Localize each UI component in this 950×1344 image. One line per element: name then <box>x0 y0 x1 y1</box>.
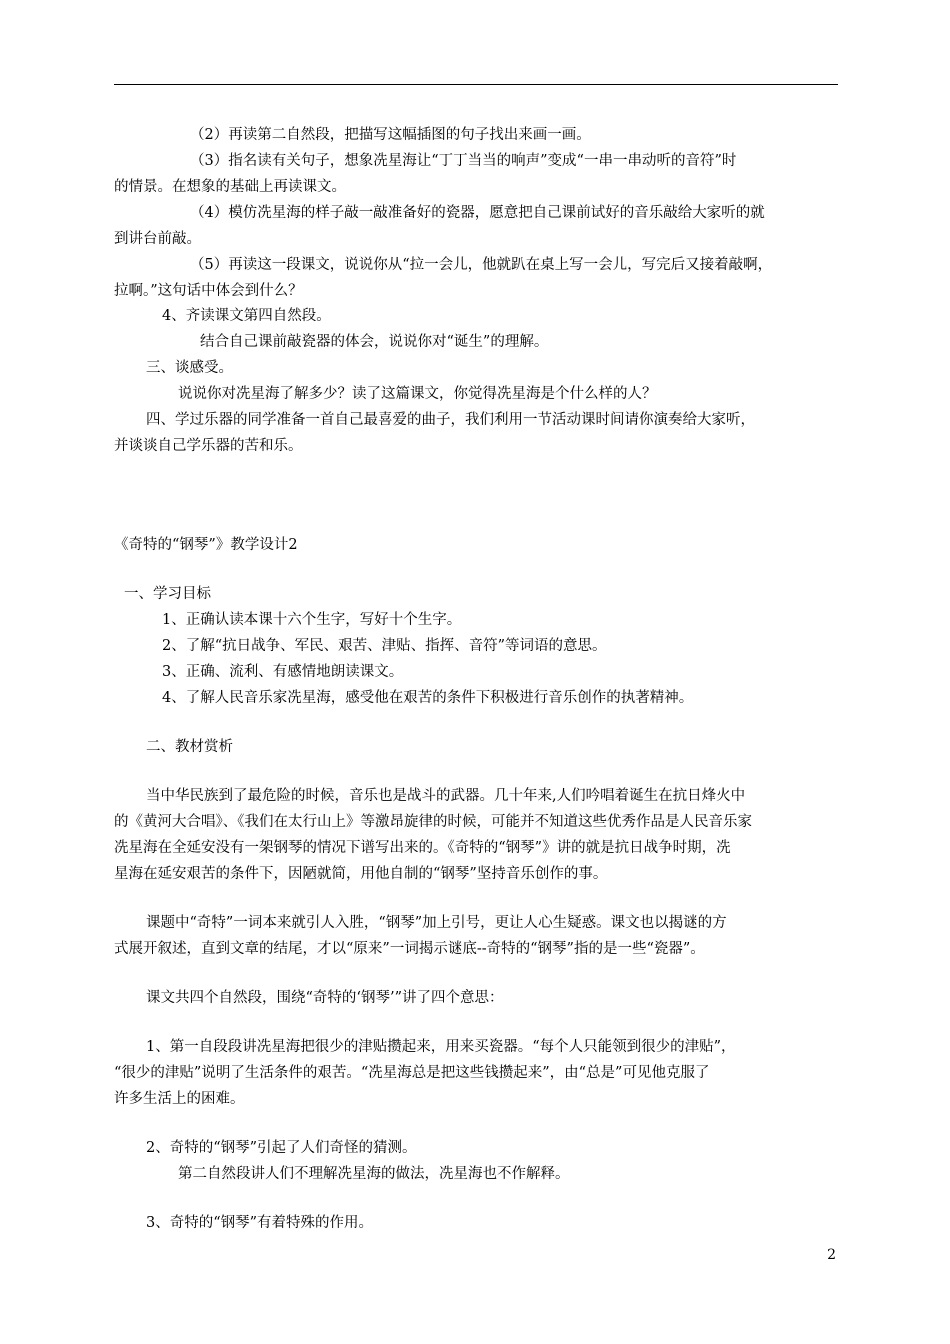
text-line: 2、了解“抗日战争、军民、艰苦、津贴、指挥、音符”等词语的意思。 <box>162 638 607 654</box>
header-rule <box>114 84 838 85</box>
text-line: 说说你对冼星海了解多少？读了这篇课文，你觉得冼星海是个什么样的人？ <box>178 386 657 402</box>
text-line: 课题中“奇特”一词本来就引人入胜，“钢琴”加上引号，更让人心生疑惑。课文也以揭谜的方 <box>146 915 727 931</box>
section-title: 《奇特的“钢琴”》教学设计2 <box>114 537 298 553</box>
text-line: 课文共四个自然段，围绕“奇特的‘钢琴’”讲了四个意思： <box>146 990 504 1006</box>
text-line: 3、奇特的“钢琴”有着特殊的作用。 <box>146 1215 374 1231</box>
text-line: 1、正确认读本课十六个生字，写好十个生字。 <box>162 612 462 628</box>
text-line: 的情景。在想象的基础上再读课文。 <box>114 179 346 195</box>
text-line: （5）再读这一段课文，说说你从“拉一会儿，他就趴在桌上写一会儿，写完后又接着敲啊， <box>190 257 773 273</box>
text-line: 当中华民族到了最危险的时候，音乐也是战斗的武器。几十年来,人们吟唱着诞生在抗日烽火中 <box>146 788 746 804</box>
text-line: 拉啊。”这句话中体会到什么？ <box>114 283 303 299</box>
page-number: 2 <box>827 1247 836 1263</box>
text-line: 3、正确、流利、有感情地朗读课文。 <box>162 664 404 680</box>
text-line: 到讲台前敲。 <box>114 231 201 247</box>
text-line: 的《黄河大合唱》、《我们在太行山上》等激昂旋律的时候，可能并不知道这些优秀作品是人民音乐家 <box>114 814 752 830</box>
text-line: （2）再读第二自然段，把描写这幅插图的句子找出来画一画。 <box>190 127 591 143</box>
text-line: “很少的津贴”说明了生活条件的艰苦。“冼星海总是把这些钱攒起来”，由“总是”可见他克服了 <box>114 1065 710 1081</box>
text-line: （4）模仿冼星海的样子敲一敲准备好的瓷器，愿意把自己课前试好的音乐敲给大家听的就 <box>190 205 765 221</box>
text-line: 4、了解人民音乐家冼星海，感受他在艰苦的条件下积极进行音乐创作的执著精神。 <box>162 690 694 706</box>
text-line: 一、学习目标 <box>124 586 211 602</box>
text-line: 1、第一自段段讲冼星海把很少的津贴攒起来，用来买瓷器。“每个人只能领到很少的津贴”， <box>146 1039 736 1055</box>
text-line: 2、奇特的“钢琴”引起了人们奇怪的猜测。 <box>146 1140 417 1156</box>
text-line: 第二自然段讲人们不理解冼星海的做法，冼星海也不作解释。 <box>178 1166 570 1182</box>
text-line: 式展开叙述，直到文章的结尾，才以“原来”一词揭示谜底--奇特的“钢琴”指的是一些“瓷器”。 <box>114 941 705 957</box>
text-line: 4、齐读课文第四自然段。 <box>162 308 331 324</box>
text-line: 冼星海在全延安没有一架钢琴的情况下谱写出来的。《奇特的“钢琴”》讲的就是抗日战争时期，冼 <box>114 840 731 856</box>
text-line: 四、学过乐器的同学准备一首自己最喜爱的曲子，我们利用一节活动课时间请你演奏给大家听， <box>146 412 755 428</box>
text-line: （3）指名读有关句子，想象冼星海让“丁丁当当的响声”变成“一串一串动听的音符”时 <box>190 153 737 169</box>
text-line: 三、谈感受。 <box>146 360 233 376</box>
text-line: 并谈谈自己学乐器的苦和乐。 <box>114 438 303 454</box>
text-line: 结合自己课前敲瓷器的体会，说说你对“诞生”的理解。 <box>200 334 549 350</box>
text-line: 许多生活上的困难。 <box>114 1091 245 1107</box>
text-line: 星海在延安艰苦的条件下，因陋就简，用他自制的“钢琴”坚持音乐创作的事。 <box>114 866 608 882</box>
text-line: 二、教材赏析 <box>146 739 233 755</box>
